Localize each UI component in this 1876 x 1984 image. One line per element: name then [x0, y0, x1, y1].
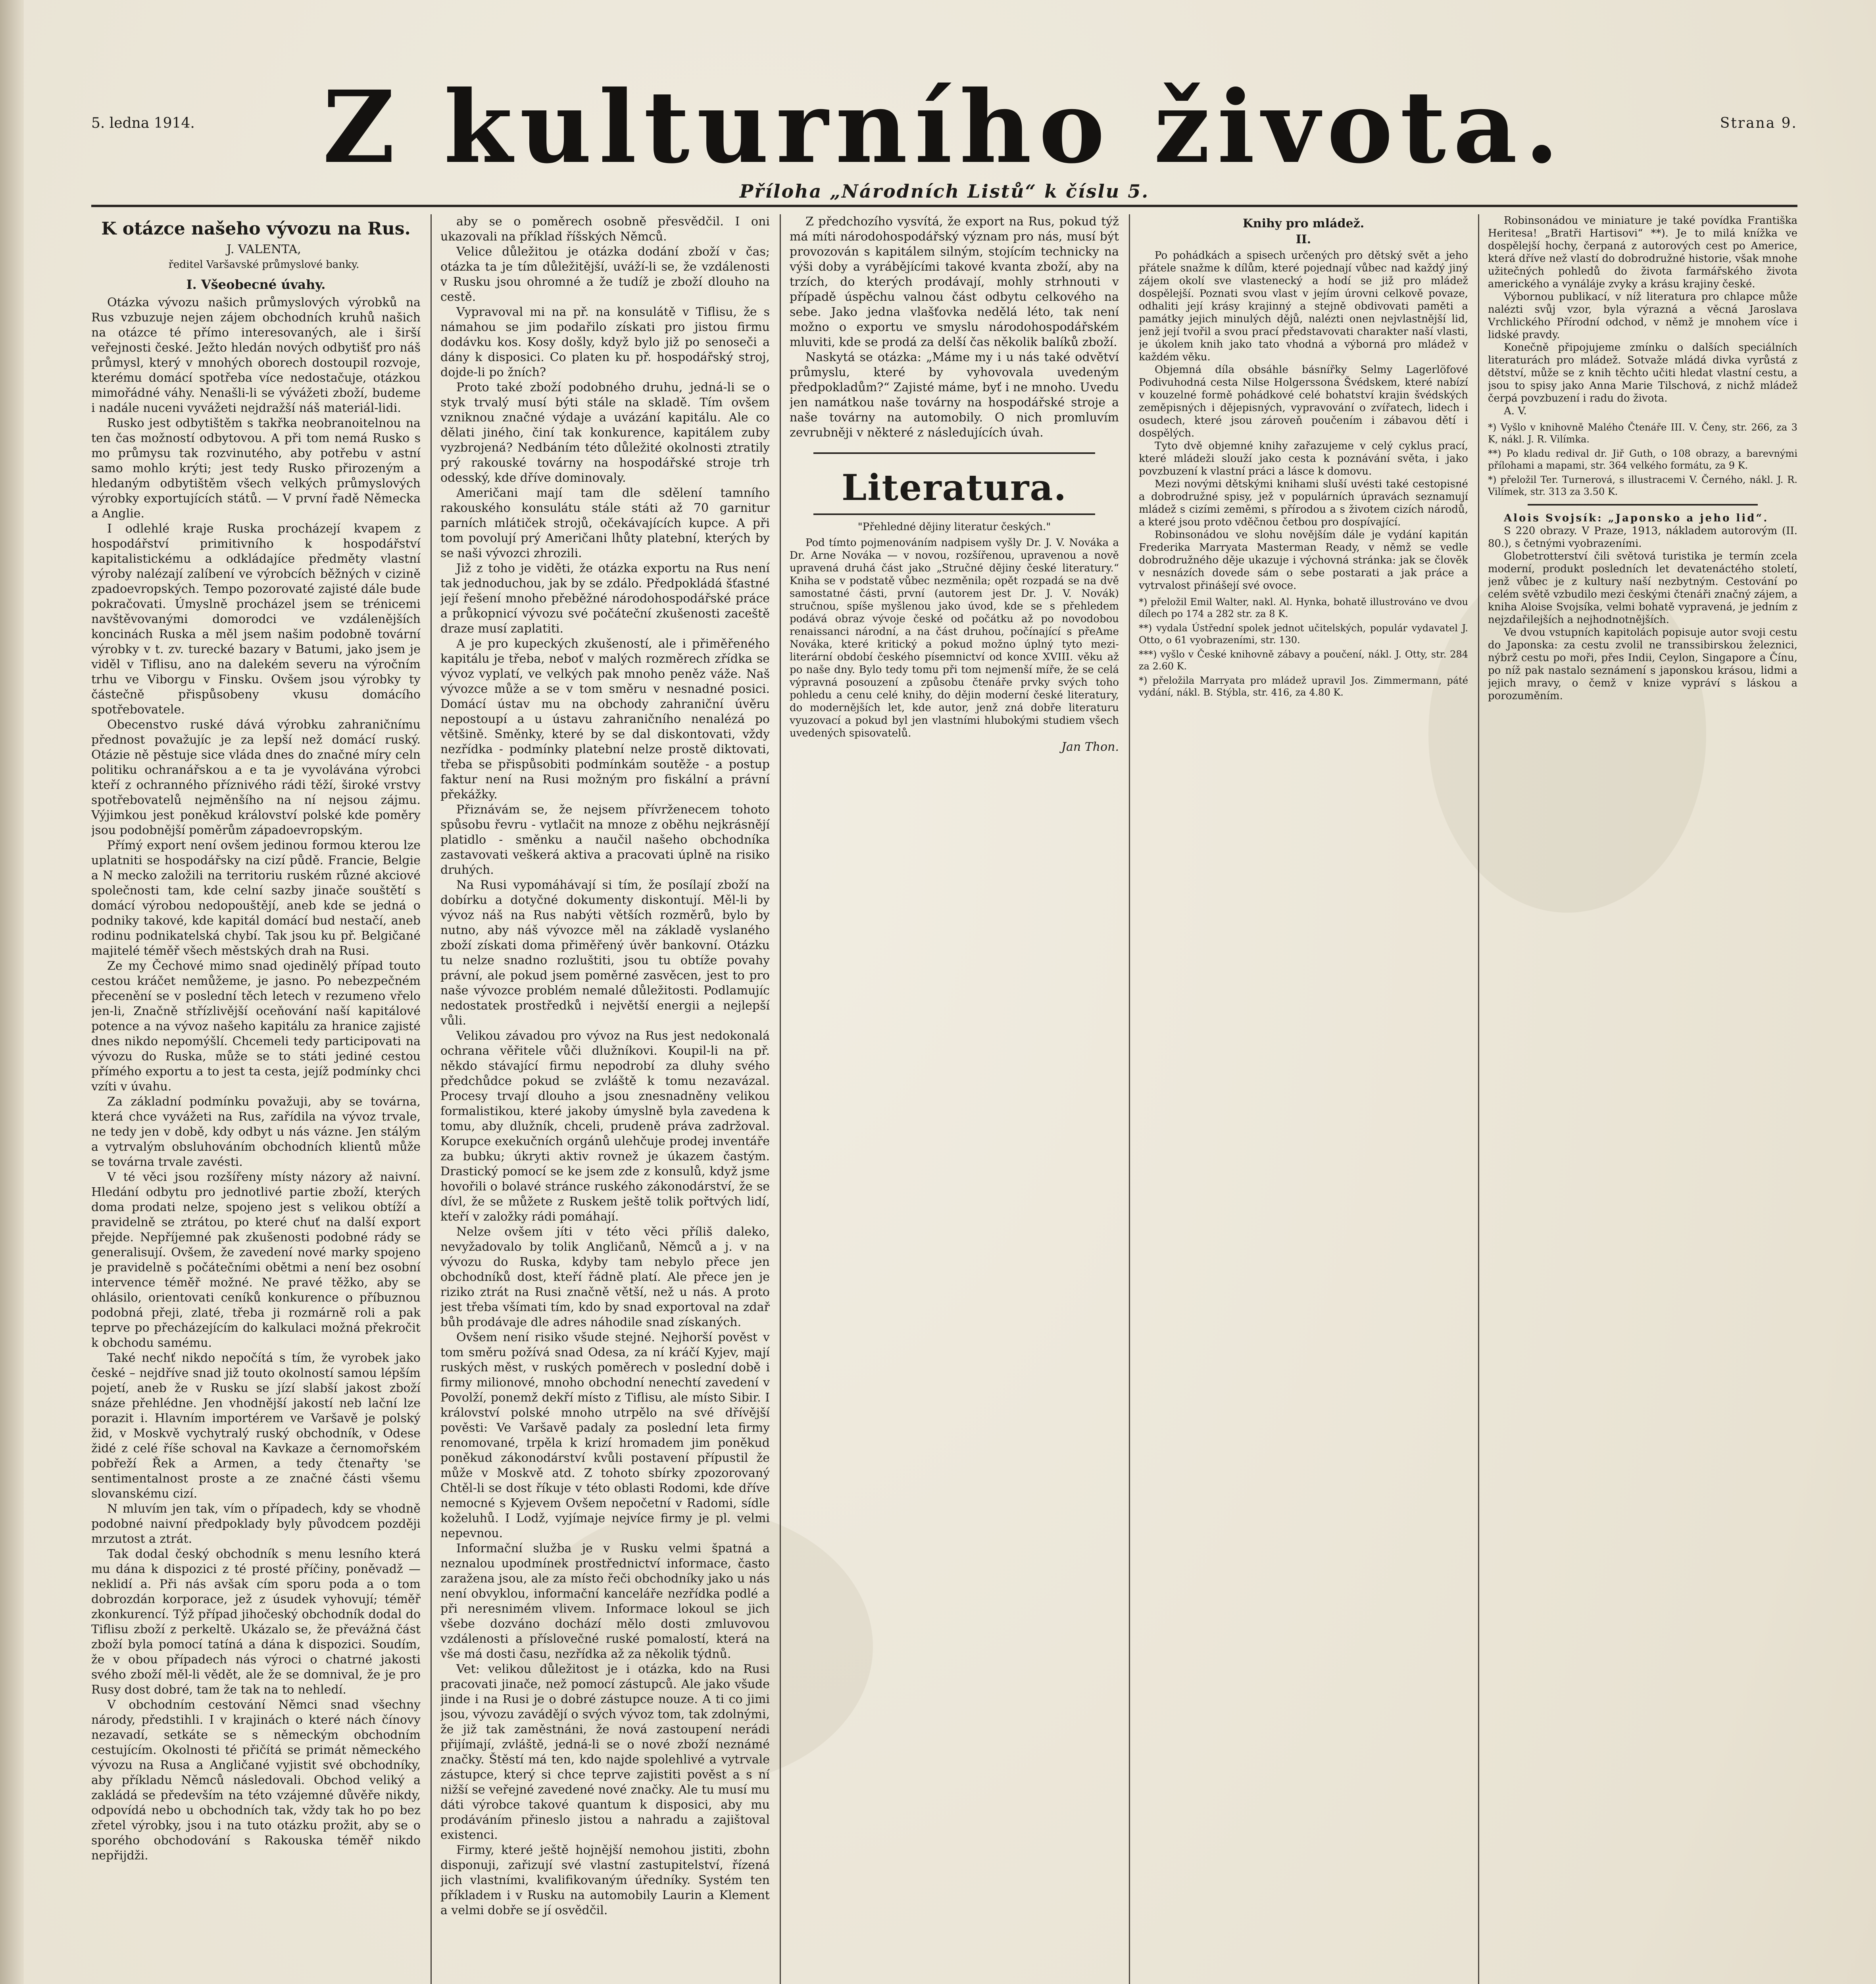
japan-review-body — [1488, 525, 1797, 702]
author-role: ředitel Varšavské průmyslové banky. — [168, 259, 359, 271]
paragraph: *) přeložila Marryata pro mládež upravil Jos. Zimmermann, páté vydání, nákl. B. Stýbla, str. 416, za 4.80 K. — [1139, 675, 1468, 698]
paragraph: Na Rusi vypomáhávají si tím, že posílají zboží na dobírku a dotyčné dokumenty diskontují. Měl-li by vývoz náš na Rus nabýti větších rozměrů, bylo by nutno, aby náš vývozce měl na základě vyslaného zboží získati doma přiměřený úvěr bankovní. Otázku tu nelze snadno rozluštiti, jsou tu obtíže povahy právní, ale pokud jsem poměrné zasvěcen, jest to pro naše vývozce problém nemalé důležitosti. Podlamujíc nedostatek prostředků i největší energii a nejlepší vůli. — [440, 878, 770, 1028]
paragraph: *) přeložil Ter. Turnerová, s illustracemi V. Černého, nákl. J. R. Vilímek, str. 313 za 3.50 K. — [1488, 474, 1797, 497]
paragraph: aby se o poměrech osobně přesvědčil. I oni ukazovali na příklad říšských Němců. — [440, 215, 770, 244]
paragraph: Vet: velikou důležitost je i otázka, kdo na Rusi pracovati jinače, než pomocí zástupců. Ale jako všude jinde i na Rusi je o dobré zástupce nouze. A ti co jimi jsou, vývozu zavádějí o svých vývoz tom, tak zdolnými, že již tak zaměstnáni, že nová zastoupení nerádi přijímají, zvláště, jedná-li se o nové zboží neznámé značky. Štěstí má ten, kdo najde spolehlivé a vytrvale zástupce, který si chce teprve zajistiti pověst a s ní nižší se veřejné zavedené nové značky. Ale tu musí mu dáti výrobce takové quantum k disposici, aby mu prodáváním přineslo jistou a nahradu a zajištoval existenci. — [440, 1662, 770, 1842]
paragraph: N mluvím jen tak, vím o případech, kdy se vhodně podobné naivní předpoklady byly původcem později mrzutost a ztrát. — [91, 1502, 421, 1546]
paragraph: Již z toho je viděti, že otázka exportu na Rus není tak jednoduchou, jak by se zdálo. Předpokládá šťastné její řešení mnoho přeběžné národohospodářské práce a průkopnicí vývozu své počáteční zkušenosti zaceště draze musí zaplatiti. — [440, 561, 770, 636]
paragraph: Velikou závadou pro vývoz na Rus jest nedokonalá ochrana věřitele vůči dlužníkovi. Koupil-li na př. někdo stávající firmu nepodrobí za dluhy svého předchůdce pokud se zvláště k tomu nezavázal. Procesy trvají dlouho a jsou znesnadněny velikou formalistikou, které jakoby úmyslně byla zavedena k tomu, aby dlužník, chceli, prudeně práva zadržoval. Korupce exekučních orgánů ulehčuje prodej inventáře za bubku; úkryti aktiv rovnež je úkazem častým. Drastický pomocí se ke jsem zde z konsulů, když jsme hovořili o bolavé stránce ruského zákonodárství, že se dívl, že se můžete z Ruskem ještě tolik pořtvých lidí, kteří v založky rádi pomáhají. — [440, 1029, 770, 1224]
review-signature: Jan Thon. — [1061, 740, 1119, 754]
paragraph: Výbornou publikací, v níž literatura pro chlapce může nalézti svůj vzor, byla výrazná a věcná Jaroslava Vrchlického Přírodní odchod, v němž je mnohem více i lidské pravdy. — [1488, 291, 1797, 341]
paragraph: Firmy, které ještě hojnější nemohou jistiti, zbohn disponuji, zařizují své vlastní zastupitelství, řízená jich vlastními, kvalifikovaným úředníky. Systém ten příkladem i v Rusku na automobily Laurin a Klement a velmi dobře se jí osvědčil. — [440, 1843, 770, 1917]
paragraph: V té věci jsou rozšířeny místy názory až naivní. Hledání odbytu pro jednotlivé partie zboží, kterých doma prodati nelze, spojeno jest s velikou obtíží a pravidelně se ztrátou, po které chuť na další export přejde. Nepříjemné pak zkušenosti podobné rády se generalisují. Ovšem, že zavedení nové marky spojeno je pravidelně s počátečními obětmi a není bez osobní intervence téměř možné. Ne pravé těžko, aby se ohlásilo, orientovati ceníků konkurence o příbuznou podobná přeji, zlaté, třeba ji rozmárně roli a pak teprve po přecházejícím do kalkulaci možná překročit k obchodu samému. — [91, 1170, 421, 1350]
paragraph: *) Vyšlo v knihovně Malého Čtenáře III. V. Čeny, str. 266, za 3 K, nákl. J. R. Vilímka. — [1488, 422, 1797, 445]
paragraph: **) vydala Ústřední spolek jednot učitelských, populár vydavatel J. Otto, o 61 vyobrazeními, str. 130. — [1139, 623, 1468, 646]
masthead-subtitle: Příloha „Národních Listů“ k číslu 5. — [739, 181, 1149, 202]
paragraph: Za základní podmínku považuji, aby se továrna, která chce vyvážeti na Rus, zařídila na vývoz trvale, ne tedy jen v době, kdy odbyt u nás vázne. Jen stálým a vytrvalým obsluhováním obchodních klientů může se továrna trvale zavésti. — [91, 1095, 421, 1169]
paragraph: Objemná díla obsáhle básnířky Selmy Lagerlöfové Podivuhodná cesta Nilse Holgerssona Švédskem, které nabízí v kouzelné formě pohádkové celé bohatství krajin švédských zeměpisných i dějepisných, vypravování o zvířatech, lidech i osudech, které jsou zároveň poučením i zábavou dětí i dospělých. — [1139, 364, 1468, 439]
paragraph: A. V. — [1504, 405, 1527, 417]
column-5 — [1488, 214, 1797, 1984]
page-number: Strana 9. — [1720, 115, 1797, 131]
issue-date: 5. ledna 1914. — [91, 115, 195, 131]
paragraph: Rusko jest odbytištěm s takřka neobranoitelnou na ten čas možností odbytovou. A při tom nemá Rusko s mo průmysu tak rozvinutého, aby potřebu v astní samo mohlo krýti; jest tedy Rusko přirozeným a hledaným odbytištěm všech velkých průmyslových výrobky exportujících států. — V první řadě Německa a Anglie. — [91, 416, 421, 521]
masthead-title: Z kulturního života. — [322, 69, 1567, 185]
article-author: J. VALENTA, — [227, 242, 301, 256]
paragraph: S 220 obrazy. V Praze, 1913, nákladem autorovým (II. 80.), s četnými vyobrazeními. — [1488, 525, 1797, 550]
paragraph: ***) vyšlo v České knihovně zábavy a poučení, nákl. J. Otty, str. 284 za 2.60 K. — [1139, 649, 1468, 672]
paragraph: Tak dodal český obchodník s menu lesního která mu dána k dispozici z té prosté příčiny, poněvadž — neklidí a. Při nás avšak cím sporu poda a o tom dobrozdán korporace, jež z úsudek vyhovují; téměř zkonkurencí. Týž případ jihočeský obchodník dodal do Tiflisu zboží z perkeltě. Ukázalo se, že převážná část zboží byla pomocí tatíná a dána k dispozici. Soudím, že v obou případech nás výroci o chatrné jakosti svého zboží měl-li vědět, ale že se domnival, že je pro Rusy dost dobré, tam že tak na to nehledí. — [91, 1547, 421, 1697]
paragraph: *) přeložil Emil Walter, nakl. Al. Hynka, bohatě illustrováno ve dvou dílech po 174 a 282 str. za 8 K. — [1139, 596, 1468, 619]
footnotes — [1488, 421, 1797, 498]
youth-books-body — [1139, 249, 1468, 592]
page-fold-shadow — [0, 0, 24, 1984]
review-title: Alois Svojsík: „Japonsko a jeho lid“. — [1504, 512, 1769, 524]
paragraph: Mezi novými dětskými knihami sluší uvésti také cestopisné a dobrodružné spisy, jež v populárních úpravách seznamují mládež s cizími zeměmi, s přírodou a s životem cizích národů, a které jsou proto vděčnou četbou pro dospívající. — [1139, 478, 1468, 528]
paragraph: Robinsonádou ve slohu novějším dále je vydání kapitán Frederika Marryata Masterman Ready, v němž se vedle dobrodružného děje ukazuje i výchovná stránka: jak se člověk v nesnázích dovede sám o sebe postarati a jak práce a vytrvalost přinášejí své ovoce. — [1139, 529, 1468, 592]
column-3 — [790, 214, 1119, 1984]
section-rule — [813, 452, 1095, 454]
paragraph: Pod tímto pojmenováním nadpisem vyšly Dr. J. V. Nováka a Dr. Arne Nováka — v novou, rozšířenou, upravenou a nově upravená druhá část jako „Stručné dějiny české literatury.“ Kniha se v podstatě vůbec nezměnila; opět rozpadá se na dvě samostatné části, první (autorem jest Dr. J. V. Novák) stručnou, spíše myšlenou jako úvod, kde se s přehledem podává obraz vývoje české od počátku až po novodobou renaissanci národní, a na část druhou, počínající s přeAme Nováka, které kritický a pokud možno úplný tyto mezi-literární období českého písemnictví od konce XVIII. věku až po naše dny. Bylo tedy tomu při tom nejmenší míře, že se celá výpravná posouzení a způsobu čtenáře prvky svých toho pohledu a cenu celé knihy, do dějin moderní české literatury, do modernějších let, kde autor, jenž zná dobře literaturu vyuzovací a pokud byl jen vlastními hlubokými studiem všech uvedených spisovatelů. — [790, 537, 1119, 739]
paragraph: A je pro kupeckých zkušeností, ale i přiměřeného kapitálu je třeba, neboť v malých rozměrech zřídka se vývoz vyplatí, ve velkých pak mnoho peněz váže. Naš vývozce může a se v tom směru v nesnadné posici. Domácí ústav mu na obchody zahraniční úvěru nepostoupí a u ústavu zahraničního nenalézá po většině. Směnky, které by se dal diskontovati, vždy nezřídka - podmínky platební nelze prostě diktovati, třeba se přispůsobiti podmínkám soutěže - a postup faktur není na Rusi možným pro fiskální a právní překážky. — [440, 637, 770, 802]
literature-title: Literatura. — [841, 467, 1067, 509]
column-divider — [431, 214, 432, 1984]
article-body-continued — [440, 214, 770, 1918]
section-number: II. — [1296, 233, 1311, 246]
review-subtitle: "Přehledné dějiny literatur českých." — [857, 521, 1051, 533]
column-divider — [780, 214, 781, 1984]
paragraph: Vypravoval mi na př. na konsulátě v Tiflisu, že s námahou se jim podařilo získati pro jistou firmu dodávku kos. Kosy došly, když bylo již po senoseči a dány k disposici. Co platen ku př. hospodářský stroj, dojde-li po žních? — [440, 305, 770, 379]
paragraph: V obchodním cestování Němci snad všechny národy, předstihli. I v krajinách o které nách čínovy nezavadí, setkáte se s německým obchodním cestujícím. Okolnosti té přičítá se primát německého vývozu na Rusa a Angličané vyjistit své obchodníky, aby příkladu Němců následovali. Obchod veliký a zakládá se především na této vzájemné důvěře nikdy, odpovídá nebo u obchodních tak, vždy tak ho po bez zřetel výrobky, jsou i na tuto otázku prožit, aby se o sporého obchodování s Rakouska téměř nikdo nepřijdži. — [91, 1698, 421, 1863]
paragraph: Obecenstvo ruské dává výrobku zahraničnímu přednost považujíc je za lepší než domácí ruský. Otázie ně pěstuje sice vláda dnes do značné míry celn politiku ochranářskou a e ta je vyvolávána výrobci kteří z ochranného příznivého rádi těží, široké vrstvy spotřebovatelů nejměnšího na ní nejsou zájmu. Výjimkou jest poněkud království polské kde poměry jsou podobnější poměrům západoevropským. — [91, 718, 421, 837]
paragraph: Naskytá se otázka: „Máme my i u nás také odvětví průmyslu, které by vyhovovala uvedeným předpokladům?“ Zajisté máme, byť i ne mnoho. Uvedu jen namátkou naše továrny na hospodářské stroje a naše továrny na automobily. O nich promluvím zevrubněji v některé z následujících úvah. — [790, 350, 1119, 440]
article-heading: K otázce našeho vývozu na Rus. — [101, 219, 411, 239]
article-conclusion — [790, 214, 1119, 440]
paragraph: **) Po kladu redival dr. Jiř Guth, o 108 obrazy, a barevnými přílohami a mapami, str. 364 velkého formátu, za 9 K. — [1488, 448, 1797, 471]
paragraph: Proto také zboží podobného druhu, jedná-li se o styk trvalý musí býti stále na skladě. Tím ovšem vzniknou značné výdaje a uvázání kapitálu. Ale co dělati jiného, činí tak konkurence, kapitálem zuby vyzbrojená? Nedbáním této důležité okolnosti ztratily prý rakouské továrny na hospodářské stroje trh odesský, kde dříve dominovaly. — [440, 381, 770, 485]
paragraph: Nelze ovšem jíti v této věci příliš daleko, nevyžadovalo by tolik Angličanů, Němců a j. v na vývozu do Ruska, kdyby tam nebylo přece jen obchodníků dost, kteří řádně platí. Ale přece jen je riziko ztrát na Rusi značně větší, než u nás. A proto jest třeba všímati tím, kdo by snad exportoval na zdař bůh prodávaje dle adres náhodile snad získaných. — [440, 1225, 770, 1329]
column-divider — [1478, 214, 1479, 1984]
article-body — [91, 295, 421, 1863]
masthead — [91, 63, 1797, 206]
literature-review-body — [790, 536, 1119, 740]
paragraph: Konečně připojujeme zmínku o dalších speciálních literaturách pro mládež. Sotvaže mládá divka vyrůstá z dětství, může se z knih těchto učiti hledat vlastní cestu, a jsou to spisy jako Anna Marie Tilschová, z nichž mládež čerpá povzbuzení i radu do života. — [1488, 342, 1797, 404]
paragraph: Velice důležitou je otázka dodání zboží v čas; otázka ta je tím důležitější, uváží-li se, že vzdálenosti v Rusku jsou ohromné a že tudíž je zboží dlouho na cestě. — [440, 245, 770, 304]
paragraph: Přímý export není ovšem jedinou formou kterou lze uplatniti se hospodářsky na cizí půdě. Francie, Belgie a N mecko založili na territoriu ruském různé akciové společnosti tam, kde celní sazby jinače souštětí s domácí výrobou nedopouštějí, aneb kde se jedná o podniky takové, kde kapitál domácí bud nestačí, aneb rodinu podnikatelská chybí. Tak jsou ku př. Belgičané majitelé téměř všech městských drah na Rusi. — [91, 838, 421, 958]
paragraph: Také nechť nikdo nepočítá s tím, že vyrobek jako české – nejdříve snad již touto okolností samou lépším pojetí, aneb že v Rusku se jízí slabší jakost zboží snáze přehlédne. Jen vhodnější jakostí neb lační lze porazit i. Hlavním importérem ve Varšavě je polský žid, v Moskvě vychytralý ruský obchodník, v Odese židé z celé říše schoval na Kavkaze a černomořském pobřeží Řek a Armen, a tedy čtenařty 'se sentimentalnost proste a ze značné části všemu slovanskému cizí. — [91, 1351, 421, 1501]
paragraph: Ze my Čechové mimo snad ojedinělý případ touto cestou kráčet nemůžeme, je jasno. Po nebezpečném přecenění se v poslední těch letech v rezumeno vřelo jen-li, Značně střízlivější oceňování naší kapitálové potence a na vývoz našeho kapitálu za hranice zajisté dnes nikdo nepomýšlí. Chcemeli tedy participovati na vývozu do Ruska, může se to státi jediné cestou přímého exportu a to jest ta cesta, jejíž podmínky chci vzíti v úvahu. — [91, 959, 421, 1094]
masthead-rule — [91, 205, 1797, 207]
paragraph: Ovšem není risiko všude stejné. Nejhorší pověst v tom směru požívá snad Odesa, za ní kráčí Kyjev, mají ruských měst, v ruských poměrech v poslední době i firmy milionové, mnoho obchodní nenechtí zavedení v Povolží, ponemž dekří místo z Tiflisu, ale místo Sibir. I království polské mnoho utrpělo na své dřívější pověsti: Ve Varšavě padaly za poslední leta firmy renomované, trpěla k krizí hromadem jim poněkud poněkud zákonodárství kvůli postavení přípustil že může v Moskvě atd. Z tohoto sbírky zpozorovaný Chtěl-li se dost říkuje v této oblasti Rodomi, kde dříve nemocné s Kyjevem Ovšem nepočetní v Radomi, sídle koželuhů. I Lodž, vyjímaje nejvíce firmy je pl. velmi nepevnou. — [440, 1330, 770, 1540]
column-4 — [1139, 214, 1468, 1984]
section-rule — [813, 513, 1095, 515]
paragraph: Robinsonádou ve miniature je také povídka Františka Heritesa! „Bratři Hartisovi“ **). Je to milá knížka ve dospělejší hochy, čerpaná z autorových cest po Americe, která dříve než vlastí do dobrodružné historie, však mnohe užitečných pohledů do života farmářského života amerického a vynáláje zvyky a krásu krajiny české. — [1488, 215, 1797, 290]
section-rule — [1528, 504, 1758, 506]
footnotes — [1139, 596, 1468, 698]
paragraph: Američani mají tam dle sdělení tamního rakouského konsulátu stále státi až 70 garnitur parních mlátiček strojů, očekávajících kupce. A při tom povolují prý Američani lhůty platební, kterých by se naši vývozci zhrozili. — [440, 486, 770, 560]
paragraph: Přiznávám se, že nejsem přívrženecem tohoto spůsobu řevru - vytlačit na mnoze z oběhu nejkrásnějí platidlo - směnku a naučil našeho obchodníka zastavovati veškerá aktiva a pracovati úplně na risiko druhých. — [440, 803, 770, 877]
paragraph: Tyto dvě objemné knihy zařazujeme v celý cyklus prací, které mládeži slouží jako cesta k poznávání světa, i jako povzbuzení k vlastní práci a lásce k domovu. — [1139, 440, 1468, 477]
paragraph: Z předchozího vysvítá, že export na Rus, pokud týž má míti národohospodářský význam pro nás, musí být provozován s kapitálem silným, stojícím technicky na výši doby a vyrábějícími takové kvanta zboží, aby na trzích, do kterých prodávají, mohly strhnouti v případě úspěchu valnou část odbytu celkového na sebe. Jako jedna vlašťovka nedělá léto, tak není možno o exportu ve smyslu národohospodářském mluviti, kde se prodá za delší čas několik balíků zboží. — [790, 215, 1119, 349]
column-2 — [440, 214, 770, 1984]
paragraph: I odlehlé kraje Ruska procházejí kvapem z hospodářství primitivního k hospodářství kapitalistickému a odkládajíce předměty vlastní výroby nalézají zalíbení ve výrobcích běžných v cizině zpadoevropských. Tempo pozorovaté zajisté dále bude pokračovati. Úmyslně procházel jsem se trénicemi navštěvovanými domorodci ve vzdálenějších koncinách Ruska a měl jsem našim podobně tovární výrobky v t. zv. turecké bazary v Batumi, jako jsem je viděl v Tiflisu, ano na dalekém severu na výročním trhu ve Viborgu v Finsku. Ovšem jsou výrobky ty částečně přispůsobeny vkusu domácího spotřebovatele. — [91, 522, 421, 717]
paragraph: Informační služba je v Rusku velmi špatná a neznalou upodmínek prostřednictví informace, často zaražena jsou, ale za místo řeči obchodníky jako u nás není obvyklou, informační kanceláře nezřídka podlé a při neresnimém vlivem. Informace lokoul se jich všebe dozváno dochází mělo dosti zmluvovou vzdálenosti a příslovečné ruské pomalostí, která na vše má dosti času, nezřídka až za několik týdnů. — [440, 1542, 770, 1661]
column-divider — [1129, 214, 1130, 1984]
section-heading: I. Všeobecné úvahy. — [186, 277, 326, 292]
paragraph: Otázka vývozu našich průmyslových výrobků na Rus vzbuzuje nejen zájem obchodních kruhů našich na otázce té přímo interesovaných, ale i širší veřejnosti české. Ježto hledán nových odbytišť pro náš průmysl, který v mnohých oborech dostoupil rozvoje, kterému domácí spotřeba více nedostačuje, otázkou mimořádné váhy. Nenašli-li se vývážeti zboží, budeme i nadále nuceni vyvážeti nejdražší náš materiál-lidi. — [91, 296, 421, 415]
column-1 — [91, 214, 421, 1984]
paragraph: Ve dvou vstupních kapitolách popisuje autor svoji cestu do Japonska: za cestu zvolil ne transsibirskou železnici, nýbrž cestu po moři, přes Indii, Ceylon, Singapore a Čínu, po níž pak nastalo seznámení s japonskou krásou, lidmi a jejich mravy, o čemž v knize vypráví s láskou a porozuměním. — [1488, 627, 1797, 702]
youth-books-continued — [1488, 214, 1797, 417]
section-heading: Knihy pro mládež. — [1242, 217, 1365, 231]
paragraph: Po pohádkách a spisech určených pro dětský svět a jeho přátele snažme k dílům, které pojednají vůbec nad každý jiný zájem okolí sve vlastenecký a hodí se již pro mládež dospělejší. Poznati svou vlast v jejím úrovni celkově povaze, odhaliti její krásy krajinný a stejně obdivovati paměti a památky jejich minulých dějů, nalézti onen nejvlastnější lid, jenž její tvořil a svou prací představovati charakter naší vlasti, je úkolem knih jako tato vhodná a výborná pro mládež v každém věku. — [1139, 250, 1468, 363]
paragraph: Globetrotterství čili světová turistika je termín zcela moderní, produkt posledních let devatenáctého století, jenž vůbec je z kultury naší nezbytným. Cestování po celém světě vzbudilo mezi českými čtenáři značný zájem, a kniha Aloise Svojsíka, velmi bohatě vypravená, je jedním z nejzdařilejších a nejhodnotnějších. — [1488, 550, 1797, 626]
